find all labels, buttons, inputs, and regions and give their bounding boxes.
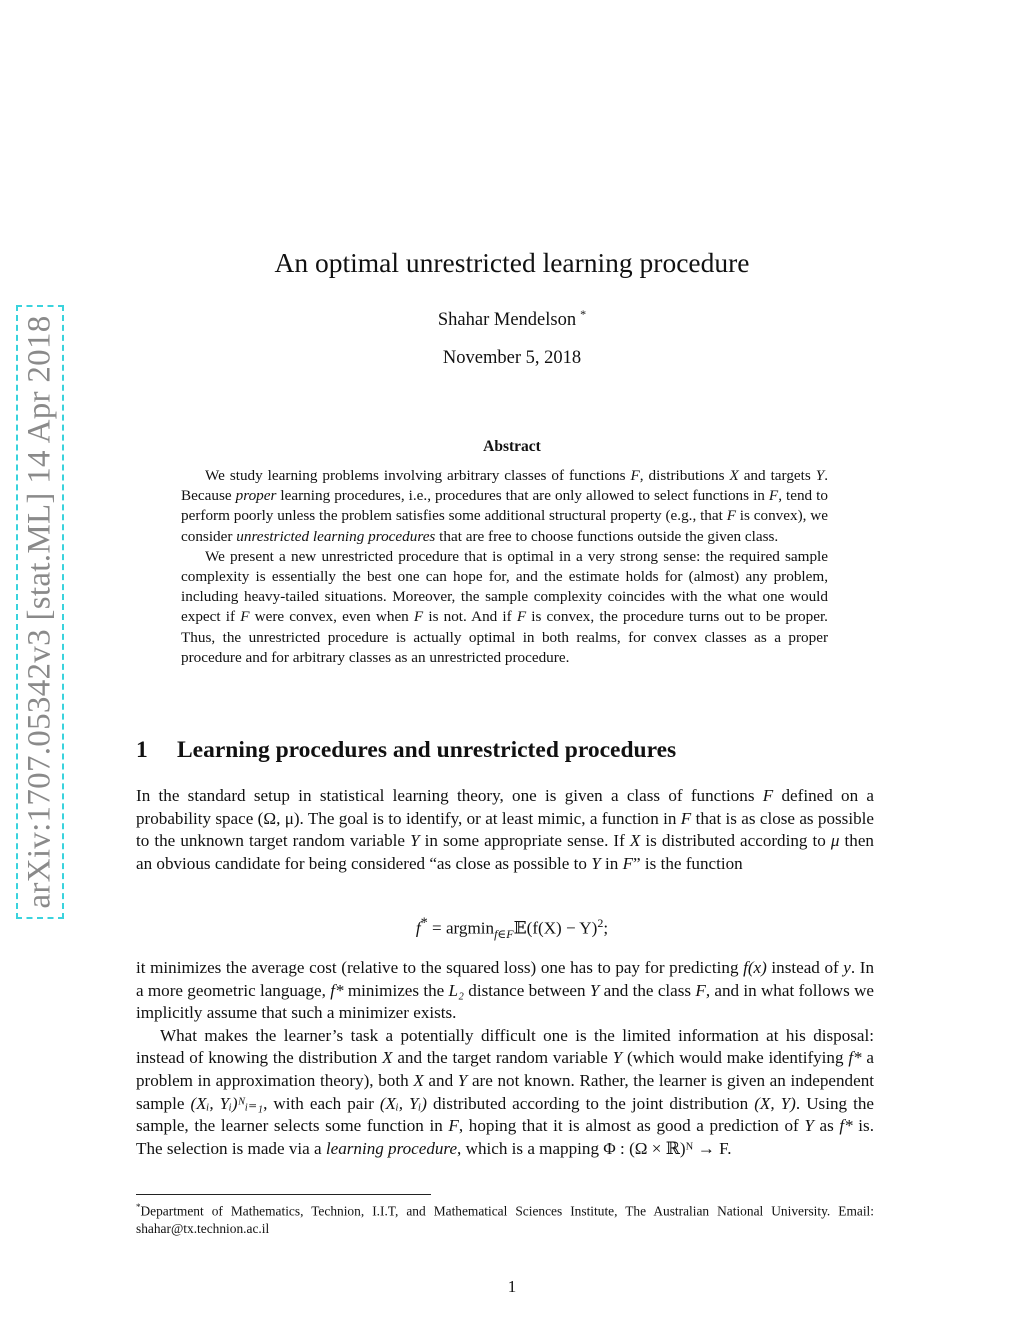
body-text: [136, 785, 874, 875]
abstract-heading: Abstract: [483, 438, 541, 455]
footnote-text: Department of Mathematics, Technion, I.I.T, and Mathematical Sciences Institute, The Australian National University. Email: shahar@tx.technion.ac.il: [136, 1203, 874, 1237]
author-name: Shahar Mendelson: [437, 310, 577, 331]
abstract-paragraph: We study learning problems involving arbitrary classes of functions F, distributions X and targets Y. Because proper learning procedures, i.e., procedures that are only allowed to select functions in F, tend to perform poorly unless the problem satisfies some additional structural property (e.g., that F is convex), we consider unrestricted learning procedures that are free to choose functions outside the given class.: [181, 467, 828, 545]
paper-title: An optimal unrestricted learning procedure: [274, 247, 750, 278]
paper-date: November 5, 2018: [442, 348, 582, 368]
section-title: Learning procedures and unrestricted procedures: [177, 737, 677, 763]
body-paragraph: In the standard setup in statistical learning theory, one is given a class of functions F defined on a probability space (Ω, μ). The goal is to identify, or at least mimic, a function in F that is as close as possible to the unknown target random variable Y in some appropriate sense. If X is distributed according to μ then an obvious candidate for being considered “as close as possible to Y in F” is the function: [136, 786, 874, 873]
arxiv-stamp-text: arXiv:1707.05342v3 [stat.ML] 14 Apr 2018: [21, 315, 58, 909]
body-text: [136, 957, 874, 1160]
author-line: [0, 307, 1024, 331]
abstract: [181, 466, 828, 668]
author-footnote-mark: *: [580, 307, 587, 321]
footnote: [136, 1198, 874, 1238]
body-paragraph: it minimizes the average cost (relative to the squared loss) one has to pay for predicting f(x) instead of y. In a more geometric language, f* minimizes the L₂ distance between Y and the class F, and in what follows we implicitly assume that such a minimizer exists.: [136, 958, 875, 1023]
footnote-rule: [136, 1194, 431, 1195]
page-number: 1: [507, 1277, 517, 1296]
body-paragraph: What makes the learner’s task a potentially difficult one is the limited information at his disposal: instead of knowing the distribution X and the target random variable Y (which would make identifying f* a problem in approximation theory), both X and Y are not known. Rather, the learner is given an independent sample (Xᵢ, Yᵢ)ᴺᵢ₌₁, with each pair (Xᵢ, Yᵢ) distributed according to the joint distribution (X, Y). Using the sample, the learner selects some function in F, hoping that it is almost as good a prediction of Y as f* is. The selection is made via a learning procedure, which is a mapping Φ : (Ω × ℝ)ᴺ → F.: [136, 1025, 874, 1158]
section-number: 1: [136, 737, 148, 763]
footnote-mark: *: [136, 1202, 141, 1212]
equation: f* = argmin$_{f\in F}$𝔼(f(X) − Y)$^2$;: [415, 915, 609, 942]
arxiv-stamp: [16, 305, 64, 919]
section-heading: [136, 737, 896, 764]
abstract-paragraph: We present a new unrestricted procedure that is optimal in a very strong sense: the required sample complexity is essentially the best one can hope for, and the estimate holds for (almost) any problem, including heavy-tailed situations. Moreover, the sample complexity coincides with the what one would expect if F were convex, even when F is not. And if F is convex, the procedure turns out to be proper. Thus, the unrestricted procedure is actually optimal in both realms, for convex classes as a proper procedure and for arbitrary classes as an unrestricted procedure.: [181, 547, 828, 666]
